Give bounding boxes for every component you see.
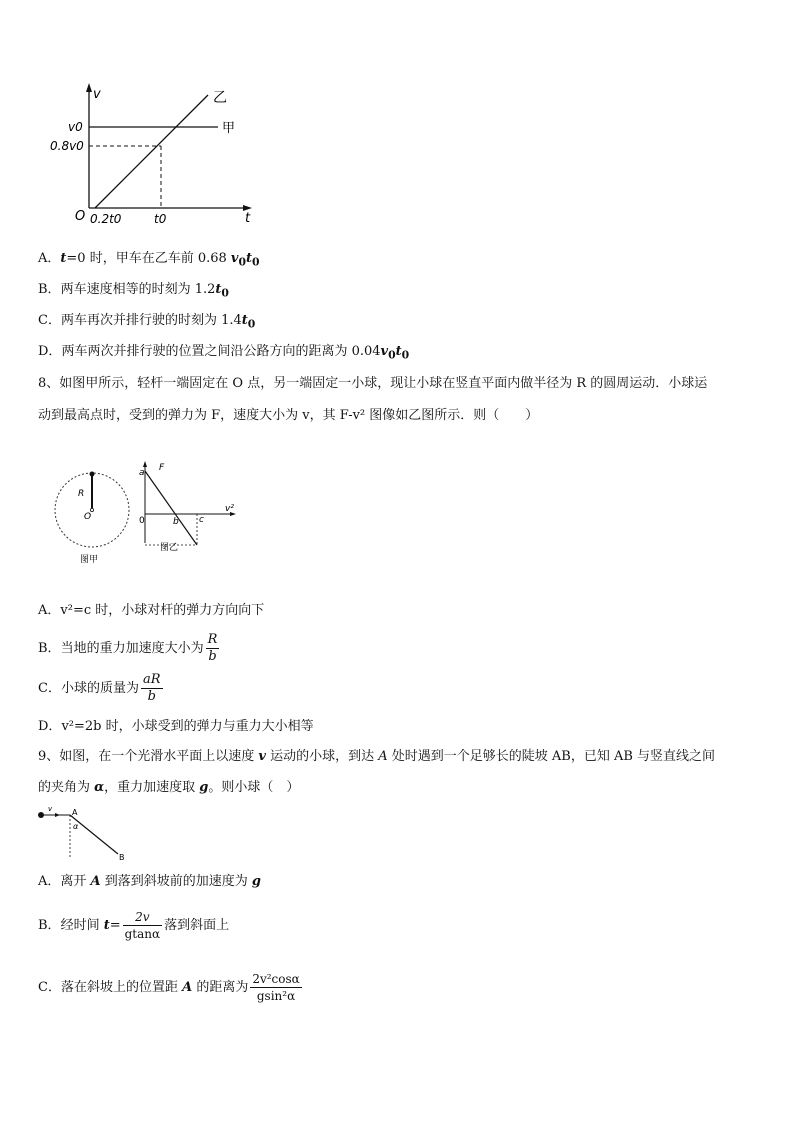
option-text: 落到斜面上 xyxy=(164,918,230,933)
q9-stem-line1 xyxy=(38,748,715,766)
q9-option-c xyxy=(38,970,304,1006)
fraction-denominator: b xyxy=(147,689,156,704)
option-text: 经时间 xyxy=(60,918,104,933)
option-var-a: A xyxy=(90,874,101,889)
q8-option-d xyxy=(38,718,314,736)
option-letter: C． xyxy=(38,313,61,328)
fig-yi-f: F xyxy=(159,463,165,473)
x-axis-label: t xyxy=(245,211,251,226)
fig-b: B xyxy=(119,853,125,862)
option-var-t: t xyxy=(215,282,222,297)
option-text: v²=c 时，小球对杆的弹力方向向下 xyxy=(60,603,265,618)
fraction-denominator: gsin²α xyxy=(256,989,296,1003)
stem-text: 运动的小球，到达 xyxy=(265,749,379,764)
y-axis-arrow xyxy=(86,83,92,92)
v08-label: 0.8v0 xyxy=(50,139,84,153)
ball xyxy=(38,812,44,818)
fraction-numerator: R xyxy=(207,632,218,647)
option-letter: A． xyxy=(38,603,61,618)
option-var-t: t xyxy=(60,251,67,266)
q7-option-c xyxy=(38,312,255,334)
q7-option-d xyxy=(38,343,409,365)
fig-yi-origin: 0 xyxy=(139,516,145,526)
option-text: 小球的质量为 xyxy=(60,681,139,696)
stem-var-v: v xyxy=(258,749,266,764)
f-axis-arrow xyxy=(143,461,147,467)
t0-label: t0 xyxy=(154,212,167,226)
option-var-t2: t xyxy=(395,344,402,359)
q8-stem-line1: 8、如图甲所示，轻杆一端固定在 O 点，另一端固定一小球，现让小球在竖直平面内做半径为 R 的圆周运动．小球运 xyxy=(38,376,708,391)
option-text: 两车再次并排行驶的时刻为 1.4 xyxy=(60,313,242,328)
fig-yi-v2: v² xyxy=(225,504,234,514)
q7-option-a xyxy=(38,250,260,272)
t02-label: 0.2t0 xyxy=(90,212,122,226)
option-text: 到落到斜坡前的加速度为 xyxy=(100,874,252,889)
fraction-denominator: gtanα xyxy=(124,927,161,941)
fraction xyxy=(123,909,163,942)
option-letter: C． xyxy=(38,980,61,995)
fig-jia-r: R xyxy=(78,489,85,499)
q9-option-a xyxy=(38,873,261,891)
q9-stem-line2 xyxy=(38,779,299,797)
y-axis-label: v xyxy=(93,87,101,102)
fraction-denominator: b xyxy=(208,649,217,664)
q8-figures xyxy=(40,458,250,568)
option-var-t2: t xyxy=(246,251,253,266)
yi-line xyxy=(95,95,208,208)
fraction xyxy=(206,632,220,665)
option-text: 落在斜坡上的位置距 xyxy=(60,980,183,995)
option-text: =0 时，甲车在乙车前 0.68 xyxy=(66,251,231,266)
fraction xyxy=(250,971,301,1004)
slope-ab xyxy=(70,815,118,854)
fig-a: A xyxy=(72,808,78,817)
fig-v: v xyxy=(48,805,53,813)
stem-text: 9、如图，在一个光滑水平面上以速度 xyxy=(38,749,259,764)
fig-yi-a: a xyxy=(139,468,145,478)
stem-var-a: A xyxy=(378,749,388,764)
q9-option-b xyxy=(38,908,229,944)
option-text: 的距离为 xyxy=(192,980,249,995)
option-letter: D． xyxy=(38,344,62,359)
option-text: 当地的重力加速度大小为 xyxy=(60,641,204,656)
v0-label: v0 xyxy=(68,120,83,134)
q8-stem-line2: 动到最高点时，受到的弹力为 F，速度大小为 v，其 F-v² 图像如乙图所示．则（ ） xyxy=(38,408,539,423)
fig-yi-b: b xyxy=(173,517,179,527)
option-sub: 0 xyxy=(238,255,247,269)
fig-yi-c: c xyxy=(199,515,204,525)
stem-var-g: g xyxy=(199,780,209,795)
fraction xyxy=(141,672,163,705)
option-sub: 0 xyxy=(221,286,229,300)
option-var-t: t xyxy=(103,918,110,933)
option-sub2: 0 xyxy=(252,255,260,269)
option-text: v²=2b 时，小球受到的弹力与重力大小相等 xyxy=(61,719,314,734)
fraction-numerator: 2v xyxy=(123,909,163,926)
option-letter: D． xyxy=(38,719,62,734)
option-var-g: g xyxy=(251,874,261,889)
stem-text: ，重力加速度取 xyxy=(104,780,200,795)
fig-jia-caption: 图甲 xyxy=(80,555,99,565)
vt-graph xyxy=(40,80,280,230)
stem-text: 的夹角为 xyxy=(38,780,95,795)
stem-text: 处时遇到一个足够长的陡坡 AB，已知 AB 与竖直线之间 xyxy=(387,749,716,764)
option-letter: A． xyxy=(38,874,61,889)
option-var-t: t xyxy=(241,313,248,328)
velocity-arrowhead xyxy=(55,813,60,817)
q9-figure xyxy=(36,804,136,862)
option-letter: C． xyxy=(38,681,61,696)
jia-label: 甲 xyxy=(222,121,236,136)
option-letter: B． xyxy=(38,641,61,656)
origin-label: O xyxy=(75,209,86,224)
option-letter: B． xyxy=(38,282,61,297)
q8-option-b xyxy=(38,632,221,666)
option-sub: 0 xyxy=(247,317,256,331)
option-sub2: 0 xyxy=(401,348,410,362)
option-text: = xyxy=(109,918,121,933)
yi-label: 乙 xyxy=(213,90,227,106)
q8-option-a xyxy=(38,602,264,620)
stem-var-alpha: α xyxy=(94,780,105,795)
option-letter: A． xyxy=(38,251,61,266)
option-letter: B． xyxy=(38,918,61,933)
option-var-v: v xyxy=(380,344,389,359)
fig-alpha: α xyxy=(73,822,79,831)
fraction-numerator: 2v²cosα xyxy=(252,972,300,986)
q7-option-b xyxy=(38,281,229,303)
f-v2-line xyxy=(145,471,197,545)
stem-text: 。则小球（ ） xyxy=(208,780,300,795)
option-text: 两车速度相等的时刻为 1.2 xyxy=(60,282,216,297)
ball xyxy=(90,472,95,477)
option-sub: 0 xyxy=(388,348,396,362)
q8-option-c xyxy=(38,672,165,706)
option-var-a: A xyxy=(182,980,193,995)
fig-jia-o: O xyxy=(84,512,92,522)
option-var-v: v xyxy=(230,251,239,266)
option-text: 离开 xyxy=(60,874,91,889)
option-text: 两车两次并排行驶的位置之间沿公路方向的距离为 0.04 xyxy=(61,344,381,359)
fig-yi-caption: 图乙 xyxy=(160,543,179,553)
fraction-numerator: aR xyxy=(142,672,161,687)
